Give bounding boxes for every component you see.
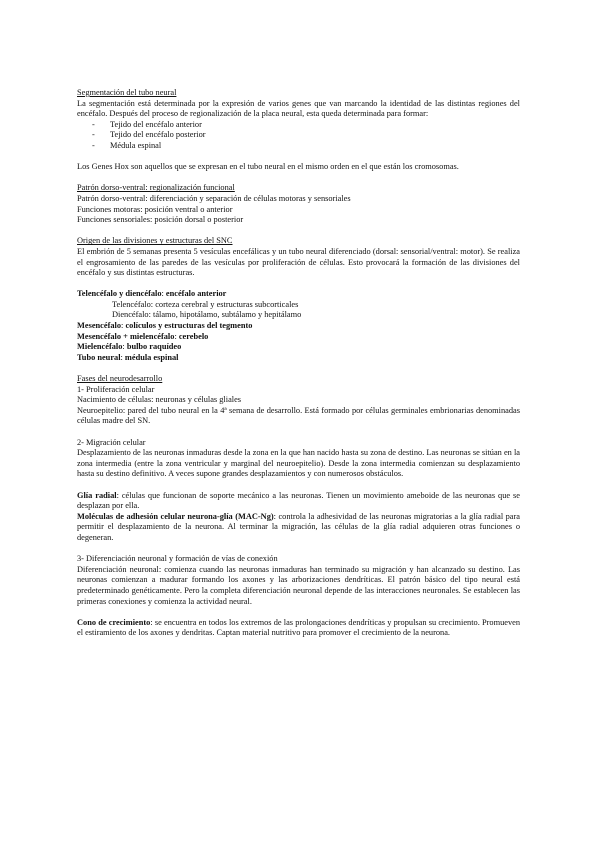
heading-fases: Fases del neurodesarrollo [77,374,163,384]
line-nacimiento: Nacimiento de células: neuronas y células gliales [77,395,242,405]
line-motoras: Funciones motoras: posición ventral o anterior [77,204,233,214]
line-patron: Patrón dorso-ventral: diferenciación y separación de células motoras y sensoriales [77,193,351,203]
line-diencefalo-sub: Diencéfalo: tálamo, hipotálamo, subtálamo y hepitálamo [112,310,302,320]
paragraph-hox: Los Genes Hox son aquellos que se expresan en el tubo neural en el mismo orden en el que están los cromosomas. [77,162,459,172]
line-sensoriales: Funciones sensoriales: posición dorsal o posterior [77,215,244,225]
heading-patron: Patrón dorso-ventral: regionalización funcional [77,183,235,193]
paragraph-origen: El embrión de 5 semanas presenta 5 vesículas encefálicas y un tubo neural diferenciado (dorsal: sensorial/ventral: motor). Se realiza el engrosamiento de las paredes de las vesículas por proliferación de células. Esto provocará la formación de las divisiones del encéfalo y sus distintas estructuras. [77,246,520,278]
line-telencefalo-sub: Telencéfalo: corteza cerebral y estructuras subcorticales [112,299,299,309]
subheading-proliferacion: 1- Proliferación celular [77,384,155,394]
spacer [77,480,520,491]
list-item: - Tejido del encéfalo posterior [92,130,206,140]
spacer [77,279,520,290]
spacer [77,226,520,237]
line-metencefalo: Mesencéfalo + mielencéfalo: cerebelo [77,331,209,341]
line-telencefalo: Telencéfalo y diencéfalo: encéfalo anterior [77,289,227,299]
spacer [77,363,520,374]
list-dash: - [92,140,95,150]
spacer [77,544,520,555]
heading-origen: Origen de las divisiones y estructuras del SNC [77,236,233,246]
subheading-migracion: 2- Migración celular [77,437,146,447]
list-item: - Médula espinal [92,140,162,150]
document-body [77,88,520,639]
paragraph-glia-radial: Glía radial: células que funcionan de soporte mecánico a las neuronas. Tienen un movimiento ameboide de las neuronas que se desplazan por ella. [77,490,520,511]
line-mielencefalo: Mielencéfalo: bulbo raquídeo [77,342,182,352]
paragraph-mac-ng: Moléculas de adhesión celular neurona-glía (MAC-Ng): controla la adhesividad de las neuronas migratorias a la glía radial para permitir el desplazamiento de la neurona. Al terminar la migración, las células de la glía radial adquieren otras funciones o degeneran. [77,511,520,542]
spacer [77,427,520,438]
spacer [77,607,520,618]
subheading-diferenciacion: 3- Diferenciación neuronal y formación de vías de conexión [77,554,278,564]
list-regiones [77,120,520,152]
paragraph-neuroepitelio: Neuroepitelio: pared del tubo neural en la 4ª semana de desarrollo. Está formado por células germinales embrionarias denominadas células madre del SN. [77,405,520,426]
list-item: - Tejido del encéfalo anterior [92,119,202,129]
line-tubo-neural: Tubo neural: médula espinal [77,352,179,362]
list-dash: - [92,119,95,129]
spacer [77,152,520,163]
paragraph-segmentacion: La segmentación está determinada por la expresión de varios genes que van marcando la identidad de las distintas regiones del encéfalo. Después del proceso de regionalización de la placa neural, esta queda determinada para formar: [77,98,520,119]
paragraph-cono-crecimiento: Cono de crecimiento: se encuentra en todos los extremos de las prolongaciones dendríticas y propulsan su crecimiento. Promueven el estiramiento de los axones y dendritas. Captan material nutritivo para promover el crecimiento de la neurona. [77,617,521,638]
paragraph-diferenciacion: Diferenciación neuronal: comienza cuando las neuronas inmaduras han terminado su migración y han alcanzado su destino. Las neuronas comienzan a madurar formando los axones y las arborizaciones dendríticas. El patrón básico del tipo neural está predeterminado genéticamente. Pero la completa diferenciación neuronal depende de las interacciones neuronales. Se establecen las primeras conexiones y comienza la actividad neural. [77,564,520,606]
spacer [77,173,520,184]
heading-segmentacion: Segmentación del tubo neural [77,88,177,97]
list-dash: - [92,130,95,140]
paragraph-migracion: Desplazamiento de las neuronas inmaduras desde la zona en la que han nacido hasta su zona de destino. Las neuronas se sitúan en la zona intermedia (entre la zona ventricular y marginal del neuroepitelio). Desde la zona intermedia comienzan su desplazamiento hasta su destino definitivo. A veces supone grandes desplazamientos y con numerosos obstáculos. [77,448,520,479]
line-mesencefalo: Mesencéfalo: colículos y estructuras del tegmento [77,321,253,331]
